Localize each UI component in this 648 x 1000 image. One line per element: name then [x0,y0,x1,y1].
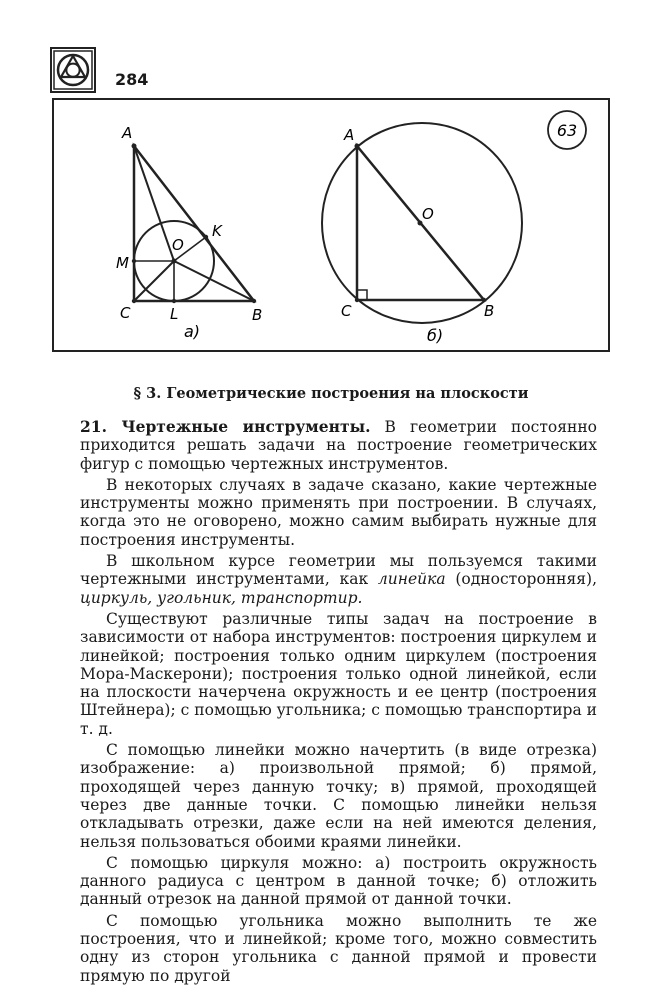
paragraph-5: С помощью линейки можно начертить (в виде отрезка) изображение: а) произвольной прямой; б) прямой, проходящей через данную точку; в) прямой, проходящей через две данные точки. С помощью линейки нельзя откладывать отрезки, даже если на ней имеются деления, нельзя пользоваться обоими краями линейки. [80,741,597,851]
label-right-A: A [344,126,355,144]
caption-right: б) [427,326,444,345]
label-left-A: A [122,124,133,142]
caption-left: а) [184,322,201,341]
label-right-O: O [422,205,434,223]
label-right-C: C [341,302,352,320]
label-left-K: K [212,222,222,240]
label-left-O: O [172,236,184,254]
label-left-L: L [170,305,179,323]
section-title: § 3. Геометрические построения на плоскости [133,385,529,402]
figure-63 [52,98,610,352]
paragraph-heading: 21. Чертежные инструменты. [80,417,371,436]
figure-frame [53,99,609,351]
label-left-C: C [120,304,131,322]
label-left-M: M [116,254,129,272]
page-number: 284 [115,70,149,89]
paragraph-7: С помощью угольника можно выполнить те же построения, что и линейкой; кроме того, можно совместить одну из сторон угольника с данной прямой и провести прямую по другой [80,911,597,985]
paragraph-6: С помощью циркуля можно: а) построить окружность данного радиуса с центром в данной точке; б) отложить данный отрезок на данной прямой от данной точки. [80,853,597,909]
svg-text:63: 63 [556,121,578,140]
header-emblem-icon [50,47,96,93]
paragraph-4: Существуют различные типы задач на построение в зависимости от набора инструментов: построения циркулем и линейкой; построения только одним циркулем (построения Мора-Маскерони); построения только одной линейкой, если на плоскости начерчена окружность и ее центр (построения Штейнера); с помощью угольника; с помощью транспортира и т. д. [80,609,597,738]
paragraph-2: В некоторых случаях в задаче сказано, какие чертежные инструменты можно применять при построении. В случаях, когда это не оговорено, можно самим выбирать нужные для построения инструменты. [80,475,597,549]
paragraph-1: 21. Чертежные инструменты. В геометрии постоянно приходится решать задачи на построение геометрических фигур с помощью чертежных инструментов. [80,417,597,473]
label-right-B: B [484,302,495,320]
label-left-B: B [252,306,263,324]
paragraph-3: В школьном курсе геометрии мы пользуемся такими чертежными инструментами, как линейка (односторонняя), циркуль, угольник, транспортир. [80,552,598,607]
body-text [80,418,597,988]
